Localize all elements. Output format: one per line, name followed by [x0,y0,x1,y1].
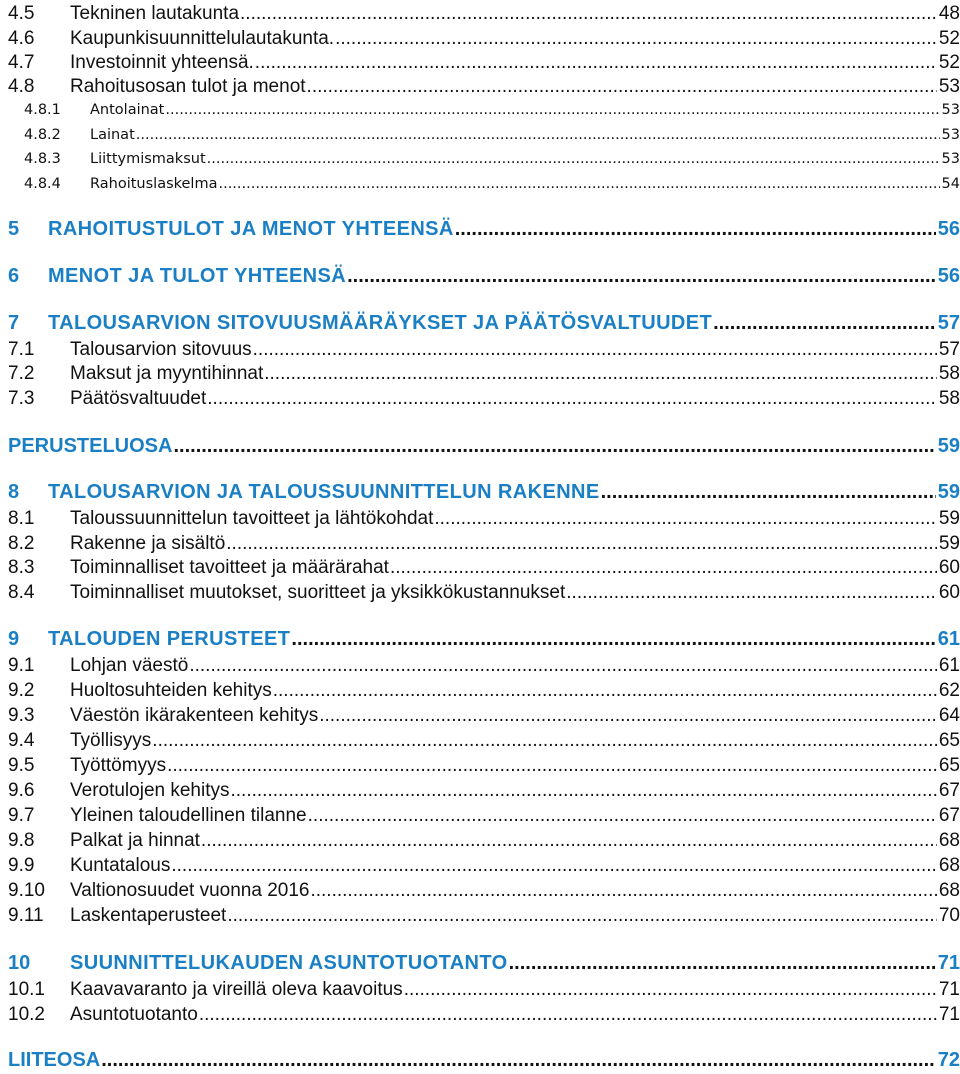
toc-entry-9-2[interactable] [8,681,960,700]
toc-leader [152,731,937,750]
toc-page: 72 [937,1049,960,1071]
toc-page: 60 [938,582,960,603]
toc-title: Laskentaperusteet [70,905,227,926]
toc-title: Lohjan väestö [70,655,189,676]
toc-page: 59 [938,533,960,554]
toc-title: TALOUSARVION SITOVUUSMÄÄRÄYKSET JA PÄÄTÖSVALTUUDET [48,312,713,334]
toc-entry-9-5[interactable] [8,756,960,775]
toc-title: Väestön ikärakenteen kehitys [70,705,319,726]
toc-chapter-5[interactable] [8,219,960,239]
toc-title: Kaupunkisuunnittelulautakunta. [70,28,335,49]
toc-title: MENOT JA TULOT YHTEENSÄ [48,265,347,287]
toc-number: 9 [8,628,20,650]
toc-title: TALOUDEN PERUSTEET [48,628,291,650]
toc-number: 9.8 [8,830,35,851]
toc-number: 9.10 [8,880,45,901]
toc-number: 10.1 [8,979,45,1000]
toc-number: 4.8.3 [24,151,61,167]
toc-number: 7.3 [8,388,35,409]
toc-title: Verotulojen kehitys [70,780,230,801]
toc-leader [207,152,940,167]
toc-leader [291,629,935,649]
toc-page: 58 [938,388,960,409]
toc-number: 7.2 [8,363,35,384]
toc-number: 7 [8,312,20,334]
toc-number: 8.3 [8,557,35,578]
toc-title: Työttömyys [70,755,167,776]
toc-title: Rahoituslaskelma [90,176,218,192]
toc-title: LIITEOSA [8,1049,101,1071]
toc-leader [231,781,937,800]
toc-number: 4.8.2 [24,127,61,143]
toc-entry-9-7[interactable] [8,806,960,825]
toc-entry-7-1[interactable] [8,340,960,359]
toc-page: 56 [937,265,960,287]
toc-leader [171,856,937,875]
toc-leader [199,1005,937,1024]
toc-page: 58 [938,363,960,384]
toc-page: 53 [941,127,960,143]
toc-leader [255,53,937,72]
toc-title: Toiminnalliset muutokset, suoritteet ja yksikkökustannukset [70,582,566,603]
toc-page: 68 [938,855,960,876]
toc-number: 9.7 [8,805,35,826]
toc-leader [218,177,939,192]
toc-number: 8 [8,481,20,503]
toc-entry-10-1[interactable] [8,980,960,999]
toc-page: 59 [937,481,960,503]
toc-leader [566,583,937,602]
toc-number: 4.8 [8,76,35,97]
toc-page: 54 [941,176,960,192]
toc-number: 8.4 [8,582,35,603]
toc-title: Taloussuunnittelun tavoitteet ja lähtökohdat [70,508,434,529]
toc-entry-9-10[interactable] [8,881,960,900]
toc-number: 9.4 [8,730,35,751]
toc-title: Maksut ja myyntihinnat [70,363,264,384]
toc-page: 60 [938,557,960,578]
toc-leader [404,980,937,999]
toc-page: 67 [938,805,960,826]
toc-page: 59 [938,508,960,529]
toc-number: 4.5 [8,3,35,24]
toc-leader [713,313,936,333]
toc-title: Huoltosuhteiden kehitys [70,680,272,701]
toc-number: 8.2 [8,533,35,554]
toc-entry-8-4[interactable] [8,583,960,602]
toc-entry-4-8[interactable] [8,77,960,96]
toc-leader [167,756,937,775]
toc-leader [273,681,937,700]
toc-page: 53 [941,102,960,118]
toc-leader [226,534,937,553]
toc-title: Rakenne ja sisältö [70,533,226,554]
toc-page: 61 [938,655,960,676]
toc-page: 67 [938,780,960,801]
toc-entry-9-11[interactable] [8,906,960,925]
toc-number: 9.3 [8,705,35,726]
toc-title: Kaavavaranto ja vireillä oleva kaavoitus [70,979,403,1000]
toc-leader [390,558,937,577]
toc-leader [347,266,936,286]
toc-page: 57 [937,312,960,334]
toc-title: Talousarvion sitovuus [70,339,252,360]
toc-entry-8-1[interactable] [8,509,960,528]
toc-number: 9.9 [8,855,35,876]
toc-leader [601,482,936,502]
toc-title: Kuntatalous [70,855,171,876]
toc-page: 52 [938,28,960,49]
toc-leader [319,706,937,725]
toc-number: 4.6 [8,28,35,49]
toc-entry-7-2[interactable] [8,364,960,383]
toc-title: Työllisyys [70,730,152,751]
toc-chapter-9[interactable] [8,629,960,649]
toc-page: 70 [938,905,960,926]
toc-title: TALOUSARVION JA TALOUSSUUNNITTELUN RAKENNE [48,481,600,503]
toc-title: Asuntotuotanto [70,1004,198,1025]
toc-page: 71 [938,1004,960,1025]
toc-title: Liittymismaksut [90,151,206,167]
toc-entry-9-6[interactable] [8,781,960,800]
toc-leader [307,77,937,96]
toc-leader [434,509,936,528]
toc-title: SUUNNITTELUKAUDEN ASUNTOTUOTANTO [70,952,508,974]
toc-title: Valtionosuudet vuonna 2016 [70,880,310,901]
toc-number: 9.2 [8,680,35,701]
toc-leader [308,806,937,825]
toc-chapter-6[interactable] [8,266,960,286]
toc-page: 52 [938,52,960,73]
toc-number: 5 [8,218,20,240]
toc-leader [189,656,937,675]
toc-number: 9.5 [8,755,35,776]
toc-entry-4-5[interactable] [8,4,960,23]
toc-leader [201,831,937,850]
toc-number: 10.2 [8,1004,45,1025]
toc-title: RAHOITUSTULOT JA MENOT YHTEENSÄ [48,218,454,240]
toc-title: Lainat [90,127,135,143]
toc-number: 6 [8,265,20,287]
toc-leader [240,4,937,23]
toc-number: 4.8.1 [24,102,61,118]
toc-page: 53 [938,76,960,97]
toc-leader [264,364,937,383]
toc-number: 9.1 [8,655,35,676]
toc-leader [253,340,937,359]
toc-leader [335,29,937,48]
toc-title: Päätösvaltuudet [70,388,207,409]
toc-entry-9-4[interactable] [8,731,960,750]
toc-page: 48 [938,3,960,24]
toc-entry-4-8-1[interactable] [8,103,960,118]
toc-entry-4-8-2[interactable] [8,128,960,143]
toc-chapter-8[interactable] [8,482,960,502]
toc-entry-9-1[interactable] [8,656,960,675]
toc-chapter-10[interactable] [8,953,960,973]
toc-page: 53 [941,151,960,167]
toc-page: 65 [938,730,960,751]
toc-entry-4-8-4[interactable] [8,177,960,192]
toc-entry-4-8-3[interactable] [8,152,960,167]
toc-page: 71 [937,952,960,974]
toc-leader [310,881,936,900]
toc-page: 56 [937,218,960,240]
toc-number: 9.11 [8,905,44,926]
toc-title: PERUSTELUOSA [8,435,173,457]
toc-leader [101,1050,936,1070]
toc-page: 64 [938,705,960,726]
toc-entry-9-3[interactable] [8,706,960,725]
toc-entry-4-6[interactable] [8,29,960,48]
toc-number: 9.6 [8,780,35,801]
toc-number: 8.1 [8,508,35,529]
toc-page: 59 [937,435,960,457]
toc-leader [227,906,937,925]
toc-entry-8-2[interactable] [8,534,960,553]
toc-chapter-7[interactable] [8,313,960,333]
toc-title: Yleinen taloudellinen tilanne [70,805,307,826]
toc-title: Toiminnalliset tavoitteet ja määrärahat [70,557,389,578]
toc-page: 68 [938,830,960,851]
toc-leader [455,219,936,239]
toc-title: Palkat ja hinnat [70,830,200,851]
toc-page: 68 [938,880,960,901]
toc-leader [173,436,935,456]
toc-liiteosa[interactable] [8,1050,960,1070]
toc-leader [136,128,940,143]
toc-leader [165,103,939,118]
toc-page: 61 [937,628,960,650]
toc-entry-9-9[interactable] [8,856,960,875]
toc-leader [207,389,937,408]
toc-entry-8-3[interactable] [8,558,960,577]
toc-title: Investoinnit yhteensä. [70,52,254,73]
toc-page: 57 [938,339,960,360]
toc-entry-4-7[interactable] [8,53,960,72]
toc-number: 4.7 [8,52,35,73]
toc-number: 7.1 [8,339,35,360]
toc-page: 62 [938,680,960,701]
toc-entry-9-8[interactable] [8,831,960,850]
toc-title: Rahoitusosan tulot ja menot [70,76,306,97]
toc-leader [509,953,936,973]
toc-title: Antolainat [90,102,165,118]
toc-page: 71 [938,979,960,1000]
toc-entry-7-3[interactable] [8,389,960,408]
toc-entry-10-2[interactable] [8,1005,960,1024]
toc-number: 10 [8,952,31,974]
toc-number: 4.8.4 [24,176,61,192]
toc-page: 65 [938,755,960,776]
toc-title: Tekninen lautakunta [70,3,240,24]
toc-perusteluosa[interactable] [8,436,960,456]
